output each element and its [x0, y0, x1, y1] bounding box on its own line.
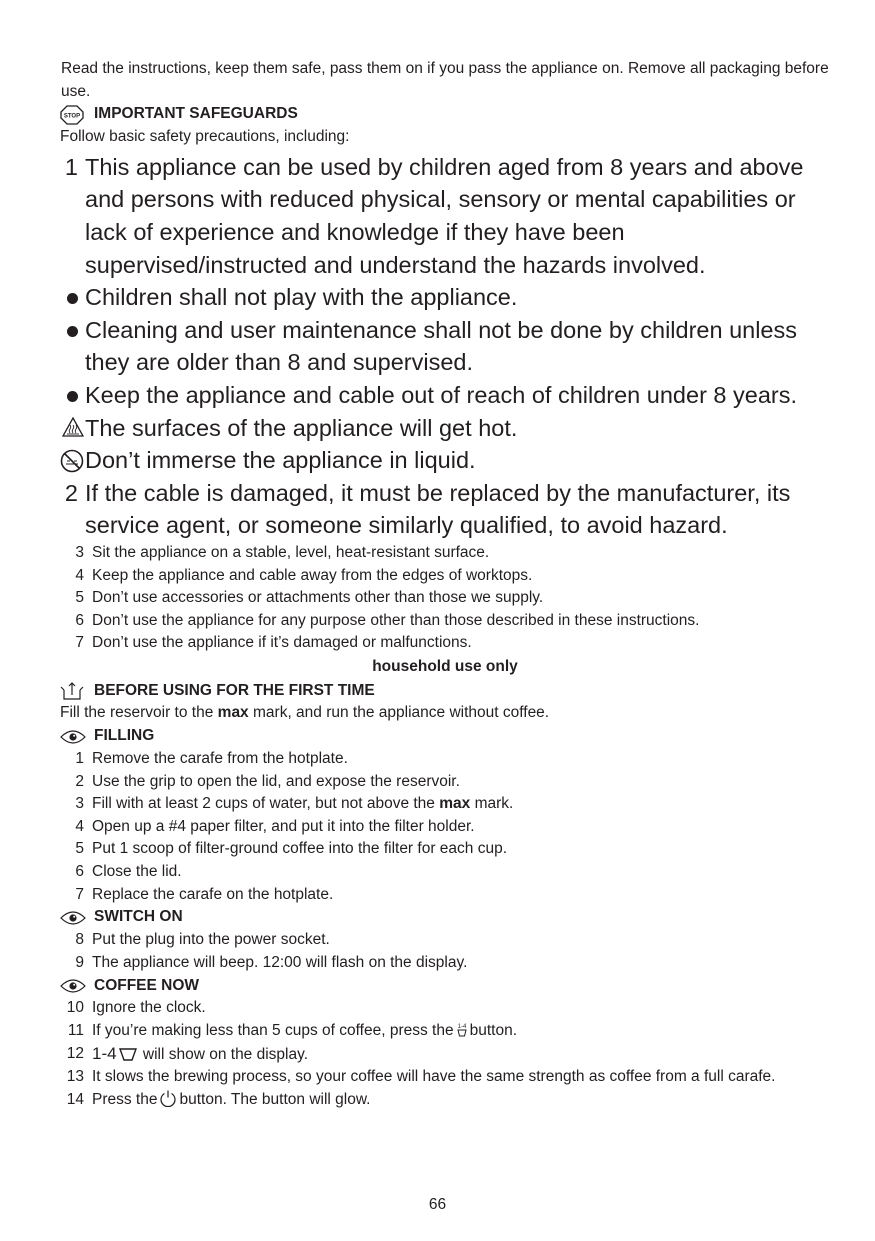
text-part: button.: [469, 1022, 517, 1039]
filling-step: [60, 771, 830, 794]
item-text: This appliance can be used by children aged from 8 years and above and persons with reduced physical, sensory or mental capabilities or lack of experience and knowledge if they have been supervised/instructed and understand the hazards involved.: [85, 153, 804, 278]
switch-on-title: SWITCH ON: [94, 908, 183, 926]
coffee-now-title: COFFEE NOW: [94, 976, 200, 994]
text-part: button. The button will glow.: [179, 1090, 371, 1108]
svg-text:1-4: 1-4: [457, 1024, 466, 1030]
item-text: Keep the appliance and cable away from the edges of worktops.: [92, 566, 533, 584]
1-4-cups-button-icon: [456, 1022, 468, 1038]
no-immerse-icon: [60, 444, 84, 477]
household-use-only: household use only: [372, 657, 518, 675]
safeguard-item: [60, 565, 830, 588]
before-first-use-heading: [60, 679, 830, 702]
eye-icon: [60, 908, 86, 928]
filling-heading: [60, 725, 830, 748]
bullet-item: [60, 281, 830, 314]
item-number: 2: [64, 479, 78, 506]
before-first-use-title: BEFORE USING FOR THE FIRST TIME: [94, 681, 375, 699]
item-text: If the cable is damaged, it must be replaced by the manufacturer, its service agent, or someone similarly qualified, to avoid hazard.: [85, 479, 791, 539]
coffee-now-step: [60, 1020, 830, 1043]
item-text: Ignore the clock.: [92, 999, 206, 1017]
bullet-item: [60, 379, 830, 412]
safeguards-subtitle: Follow basic safety precautions, including:: [60, 128, 350, 146]
text-part: If you’re making less than 5 cups of coffee, press the: [92, 1022, 454, 1039]
item-text: Don’t use accessories or attachments other than those we supply.: [92, 589, 544, 607]
safeguard-item: [60, 587, 830, 610]
page-content: [60, 58, 830, 1111]
switch-on-step: [60, 929, 830, 952]
text-part: mark, and run the appliance without coffee.: [248, 704, 550, 722]
filling-title: FILLING: [94, 727, 155, 745]
item-number: 14: [66, 1090, 84, 1108]
bullet-item: [60, 314, 830, 379]
item-number: 9: [75, 953, 84, 971]
no-immerse-text: Don’t immerse the appliance in liquid.: [85, 447, 476, 474]
item-text: It slows the brewing process, so your coffee will have the same strength as coffee from a full carafe.: [92, 1068, 776, 1086]
switch-on-step: [60, 952, 830, 975]
max-mark: max: [439, 795, 471, 813]
safeguard-item-2: [60, 477, 830, 542]
item-number: 5: [75, 589, 84, 607]
before-first-use-text: [60, 702, 830, 725]
item-number: 1: [64, 153, 78, 180]
power-icon: [159, 1089, 177, 1107]
item-number: 3: [75, 543, 84, 561]
display-indicator: 1-4: [92, 1043, 117, 1063]
filling-step: [60, 816, 830, 839]
item-text: Use the grip to open the lid, and expose the reservoir.: [92, 772, 460, 790]
item-text: [84, 1089, 830, 1112]
item-text: The appliance will beep. 12:00 will flash on the display.: [92, 953, 468, 971]
text-part: mark.: [470, 795, 514, 813]
item-number: 8: [75, 931, 84, 949]
item-number: 5: [75, 840, 84, 858]
unpack-box-icon: [60, 681, 86, 701]
item-text: Close the lid.: [92, 863, 182, 881]
filling-step: [60, 861, 830, 884]
item-text: [84, 1020, 830, 1043]
hot-surface-text: The surfaces of the appliance will get hot.: [85, 414, 518, 441]
hot-surface-warning: [60, 412, 830, 445]
bullet-icon: [60, 281, 78, 314]
item-text: [84, 793, 830, 816]
bullet-text: Children shall not play with the appliance.: [85, 284, 518, 311]
coffee-now-heading: [60, 974, 830, 997]
item-number: 2: [75, 772, 84, 790]
item-number: 7: [75, 634, 84, 652]
item-text: Open up a #4 paper filter, and put it into the filter holder.: [92, 817, 475, 835]
switch-on-heading: [60, 906, 830, 929]
item-number: 10: [66, 999, 84, 1017]
item-text: Don’t use the appliance if it’s damaged or malfunctions.: [92, 634, 472, 652]
safeguard-item: [60, 632, 830, 655]
filling-step: [60, 884, 830, 907]
filling-step: [60, 748, 830, 771]
item-text: Sit the appliance on a stable, level, heat-resistant surface.: [92, 543, 490, 561]
filling-step: [60, 793, 830, 816]
intro-text: Read the instructions, keep them safe, pass them on if you pass the appliance on. Remove all packaging before use.: [61, 60, 829, 100]
coffee-now-step: [60, 1089, 830, 1112]
page-number: 66: [428, 1196, 447, 1213]
item-number: 6: [75, 863, 84, 881]
item-number: 4: [75, 817, 84, 835]
item-text: Don’t use the appliance for any purpose other than those described in these instructions.: [92, 611, 700, 629]
text-part: will show on the display.: [142, 1045, 309, 1063]
safeguard-item: [60, 610, 830, 633]
item-text: Put the plug into the power socket.: [92, 931, 330, 949]
text-part: Fill with at least 2 cups of water, but not above the: [92, 795, 440, 813]
item-text: Replace the carafe on the hotplate.: [92, 885, 334, 903]
item-number: 4: [75, 566, 84, 584]
coffee-now-step: [60, 997, 830, 1020]
item-text: Put 1 scoop of filter-ground coffee into the filter for each cup.: [92, 840, 508, 858]
text-part: Fill the reservoir to the: [60, 704, 218, 722]
text-part: Press the: [92, 1090, 158, 1108]
item-text: Remove the carafe from the hotplate.: [92, 750, 348, 768]
eye-icon: [60, 976, 86, 996]
cup-icon: [119, 1047, 137, 1062]
max-mark: max: [217, 704, 249, 722]
bullet-icon: [60, 314, 78, 379]
item-number: 3: [75, 795, 84, 813]
filling-step: [60, 838, 830, 861]
safeguards-title: IMPORTANT SAFEGUARDS: [94, 105, 298, 123]
item-text: [84, 1043, 830, 1067]
item-number: 12: [66, 1044, 84, 1062]
item-number: 1: [75, 750, 84, 768]
eye-icon: [60, 727, 86, 747]
coffee-now-step: [60, 1043, 830, 1067]
bullet-text: Cleaning and user maintenance shall not be done by children unless they are older than 8 and supervised.: [85, 316, 797, 376]
item-number: 7: [75, 885, 84, 903]
coffee-now-step: [60, 1066, 830, 1089]
no-immerse-warning: [60, 444, 830, 477]
item-number: 13: [66, 1068, 84, 1086]
hot-surface-icon: [60, 412, 84, 445]
stop-icon: [60, 105, 86, 125]
stop-icon-label: STOP: [63, 113, 81, 120]
bullet-icon: [60, 379, 78, 412]
bullet-text: Keep the appliance and cable out of reach of children under 8 years.: [85, 381, 798, 408]
safeguards-heading: [60, 103, 830, 126]
safeguard-item: [60, 542, 830, 565]
item-number: 11: [67, 1022, 84, 1039]
item-number: 6: [75, 611, 84, 629]
safeguard-item-1: [60, 151, 830, 281]
